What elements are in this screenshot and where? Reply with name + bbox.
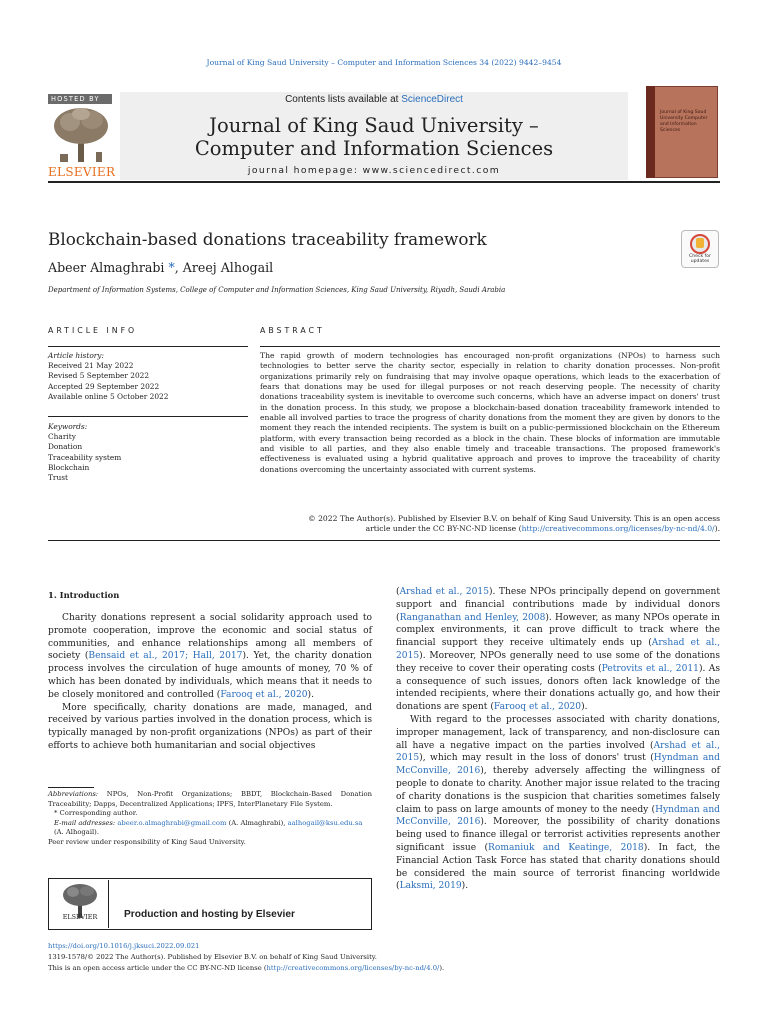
revised-date: Revised 5 September 2022	[48, 371, 150, 381]
author-name[interactable]: Abeer Almaghrabi	[48, 260, 165, 275]
received-date: Received 21 May 2022	[48, 361, 134, 371]
abbreviations-text: NPOs, Non-Profit Organizations; BBDT, Blockchain-Based Donation Traceability; Dapps, Decentralized Applications; IPFS, InterPlanetary File System.	[48, 790, 372, 808]
citation-link[interactable]: Hyndman and McConville, 2016	[396, 804, 721, 828]
text-run: ).	[581, 702, 588, 713]
keywords-list	[48, 422, 248, 483]
citation-link[interactable]: Ranganathan and Henley, 2008	[399, 612, 546, 623]
keyword: Charity	[48, 432, 76, 442]
contents-prefix: Contents lists available at	[285, 94, 402, 105]
license-link[interactable]: http://creativecommons.org/licenses/by-nc-nd/4.0/	[266, 964, 440, 972]
article-history	[48, 351, 248, 402]
text-run: ).	[307, 689, 314, 700]
production-text: Production and hosting by Elsevier	[124, 909, 295, 920]
affiliation: Department of Information Systems, College of Computer and Information Sciences, King Saud University, Riyadh, Saudi Arabia	[48, 286, 506, 294]
text-run: ). Moreover, NPOs generally need to use some of the donations they receive to cover their operating costs (	[396, 650, 720, 674]
text-run: ). As a consequence of such issues, donors often lack knowledge of the intended recipients, where their donations actually go, and how their donations are spent (	[396, 663, 720, 713]
text-run: ), thereby adversely affecting the willingness of people to donate to charity. Another major issue related to the tracing of charity donations is the suspicion that charities sometimes falsely claim to pass on large amounts of money to the needy (	[396, 766, 720, 815]
issn-line: 1319-1578/© 2022 The Author(s). Published by Elsevier B.V. on behalf of King Saud University.	[48, 953, 377, 961]
text-run: ). However, as many NPOs operate in complex environments, it can prove difficult to track where the financial support they receive ultimately ends up (	[396, 612, 720, 649]
production-divider	[108, 880, 109, 928]
citation-link[interactable]: Arshad et al., 2015	[396, 638, 721, 661]
intro-paragraph-1	[48, 612, 372, 702]
text-run: ). Yet, the charity donation process involves the circulation of huge amounts of money, 70 % of which has been donated by individuals, which means that it needs to be closely monitored and controlled (	[48, 651, 372, 700]
citation-link[interactable]: Bensaid et al., 2017; Hall, 2017	[88, 651, 243, 662]
journal-title-line2: Computer and Information Sciences	[194, 137, 554, 160]
production-elsevier-logo: ELSEVIER	[62, 913, 98, 921]
keyword: Traceability system	[48, 452, 122, 462]
author-separator: ,	[174, 260, 183, 275]
keyword: Blockchain	[48, 462, 90, 472]
license-prefix: article under the CC BY-NC-ND license (	[365, 524, 522, 534]
elsevier-logo[interactable]: ELSEVIER	[48, 165, 116, 179]
citation-link[interactable]: Arshad et al., 2015	[396, 740, 720, 764]
check-updates-line1: Check for	[689, 254, 711, 259]
journal-title	[120, 114, 628, 160]
citation-link[interactable]: Laksmi, 2019	[399, 881, 462, 892]
abstract-copyright	[260, 514, 720, 535]
text-run: With regard to the processes associated with charity donations, improper management, lack of transparency, and non-disclosure can all have a negative impact on the parties involved (	[396, 714, 720, 751]
article-info-rule	[48, 346, 248, 347]
open-access-line	[48, 964, 720, 974]
journal-title-line1: Journal of King Saud University –	[209, 114, 539, 137]
citation-link[interactable]: Hyndman and McConville, 2016	[396, 753, 720, 777]
author-name[interactable]: Areej Alhogail	[182, 260, 274, 275]
footnotes	[48, 790, 372, 848]
journal-cover-strip	[646, 86, 655, 178]
intro-paragraph-3	[396, 586, 720, 714]
author-list	[48, 260, 273, 275]
right-column	[396, 586, 720, 893]
email-link[interactable]: aalhogail@ksu.edu.sa	[287, 818, 363, 827]
hosted-by-label: HOSTED BY	[48, 94, 112, 104]
peer-review-note: Peer review under responsibility of King Saud University.	[48, 837, 246, 846]
abstract-rule	[260, 346, 720, 347]
copyright-line2	[260, 524, 720, 534]
left-column	[48, 612, 372, 753]
text-run: (	[396, 587, 400, 597]
abstract-text: The rapid growth of modern technologies has encouraged non-profit organizations (NPOs) to harness such technologies to better serve the charity sector, especially in relation to charity donation processes. Non-profit organizations primarily rely on fundraising that may involve opaque operations, which leads to the exacerbation of fears that donations may be used for illegal purposes or not reach deserving people. The necessity of charity donations traceability system is inevitable to overcome such concerns, which have an adverse impact on doners' trust in the donation process. In this study, we propose a blockchain-based donation traceability framework intended to enable all involved parties to trace the progress of charity donations from the moment they are given by donors to the moment they reach the intended recipients. The system is built on a public-permissioned blockchain on the Ethereum platform, with every transaction being recorded as a block in the chain. These blocks of information are immutable and visible to all parties, and they also enable timely and traceable transactions. The proposed framework's effectiveness is evaluated using a hybrid qualitative approach and proves to improve the traceability of charity donations overcoming the uncertainty associated with current systems.	[260, 351, 720, 474]
header-rule	[48, 181, 720, 183]
abbreviations-note	[48, 790, 372, 809]
keyword: Trust	[48, 473, 68, 483]
copyright-line1: © 2022 The Author(s). Published by Elsevier B.V. on behalf of King Saud University. This is an open access	[308, 514, 720, 523]
check-updates-label	[681, 254, 719, 265]
article-info-heading: ARTICLE INFO	[48, 326, 138, 335]
keyword: Donation	[48, 442, 83, 452]
article-title: Blockchain-based donations traceability framework	[48, 229, 487, 249]
keywords-rule	[48, 416, 248, 417]
corresponding-author-mark[interactable]: *	[164, 260, 175, 275]
check-updates-line2: updates	[690, 259, 710, 265]
oa-suffix: ).	[439, 964, 445, 972]
email-owner: (A. Almaghrabi),	[226, 818, 288, 827]
journal-homepage[interactable]: journal homepage: www.sciencedirect.com	[247, 165, 501, 176]
intro-paragraph-2: More specifically, charity donations are made, managed, and received by various parties involved in the donation process, which is typically managed by non-profit organizations (NPOs) as part of their efforts to achieve both humanitarian and social objectives	[48, 702, 372, 751]
abbreviations-label: Abbreviations:	[48, 790, 99, 798]
accepted-date: Accepted 29 September 2022	[48, 381, 160, 391]
bookmark-icon	[696, 238, 704, 248]
text-run: Charity donations represent a social solidarity approach used to promote cooperation, improve the economic and social status of communities, and enhance relationships among all members of society (	[48, 613, 372, 662]
email-note	[48, 819, 372, 838]
text-run: ).	[461, 881, 469, 892]
email-link[interactable]: abeer.o.almaghrabi@gmail.com	[117, 818, 227, 827]
citation-link[interactable]: Farooq et al., 2020	[493, 702, 582, 713]
footnote-rule	[48, 787, 94, 788]
abstract-bottom-rule	[48, 540, 720, 541]
citation-link[interactable]: Romaniuk and Keatinge, 2018	[488, 842, 644, 853]
corresponding-note: * Corresponding author.	[54, 809, 138, 818]
email-label: E-mail addresses:	[54, 818, 116, 827]
intro-paragraph-4	[396, 714, 720, 893]
text-run: ). In fact, the Financial Action Task Force has stated that charity donations should be considered the main source of terrorist financing worldwide (	[396, 842, 721, 892]
citation-link[interactable]: Arshad et al., 2015	[399, 587, 489, 597]
section-heading-introduction: 1. Introduction	[48, 590, 120, 600]
elsevier-tree-icon	[52, 106, 110, 164]
citation-link[interactable]: Farooq et al., 2020	[220, 689, 308, 700]
sciencedirect-link[interactable]: ScienceDirect	[401, 94, 463, 105]
text-run: ). Moreover, the possibility of charity donations being used to finance illegal or terrorist activities represents another significant issue (	[396, 817, 720, 853]
email-owner: (A. Alhogail).	[54, 828, 99, 837]
license-link[interactable]: http://creativecommons.org/licenses/by-nc-nd/4.0/	[521, 524, 715, 534]
text-run: ). These NPOs principally depend on government support and financial contributions made by individual donors (	[396, 587, 720, 623]
license-suffix: ).	[714, 524, 720, 534]
journal-cover-text: Journal of King Saud University Computer and Information Sciences	[660, 110, 708, 133]
doi-line	[48, 942, 720, 952]
keywords-label: Keywords:	[48, 422, 88, 431]
text-run: ), which may result in the loss of donors' trust (	[419, 753, 654, 764]
doi-link[interactable]: https://doi.org/10.1016/j.jksuci.2022.09.021	[48, 942, 200, 950]
running-header[interactable]: Journal of King Saud University – Computer and Information Sciences 34 (2022) 9442–9454	[206, 58, 562, 67]
contents-line	[120, 94, 628, 105]
abstract-heading: ABSTRACT	[260, 326, 325, 335]
oa-prefix: This is an open access article under the CC BY-NC-ND license (	[48, 964, 267, 972]
online-date: Available online 5 October 2022	[48, 391, 169, 401]
history-label: Article history:	[48, 351, 104, 360]
citation-link[interactable]: Petrovits et al., 2011	[601, 663, 699, 674]
